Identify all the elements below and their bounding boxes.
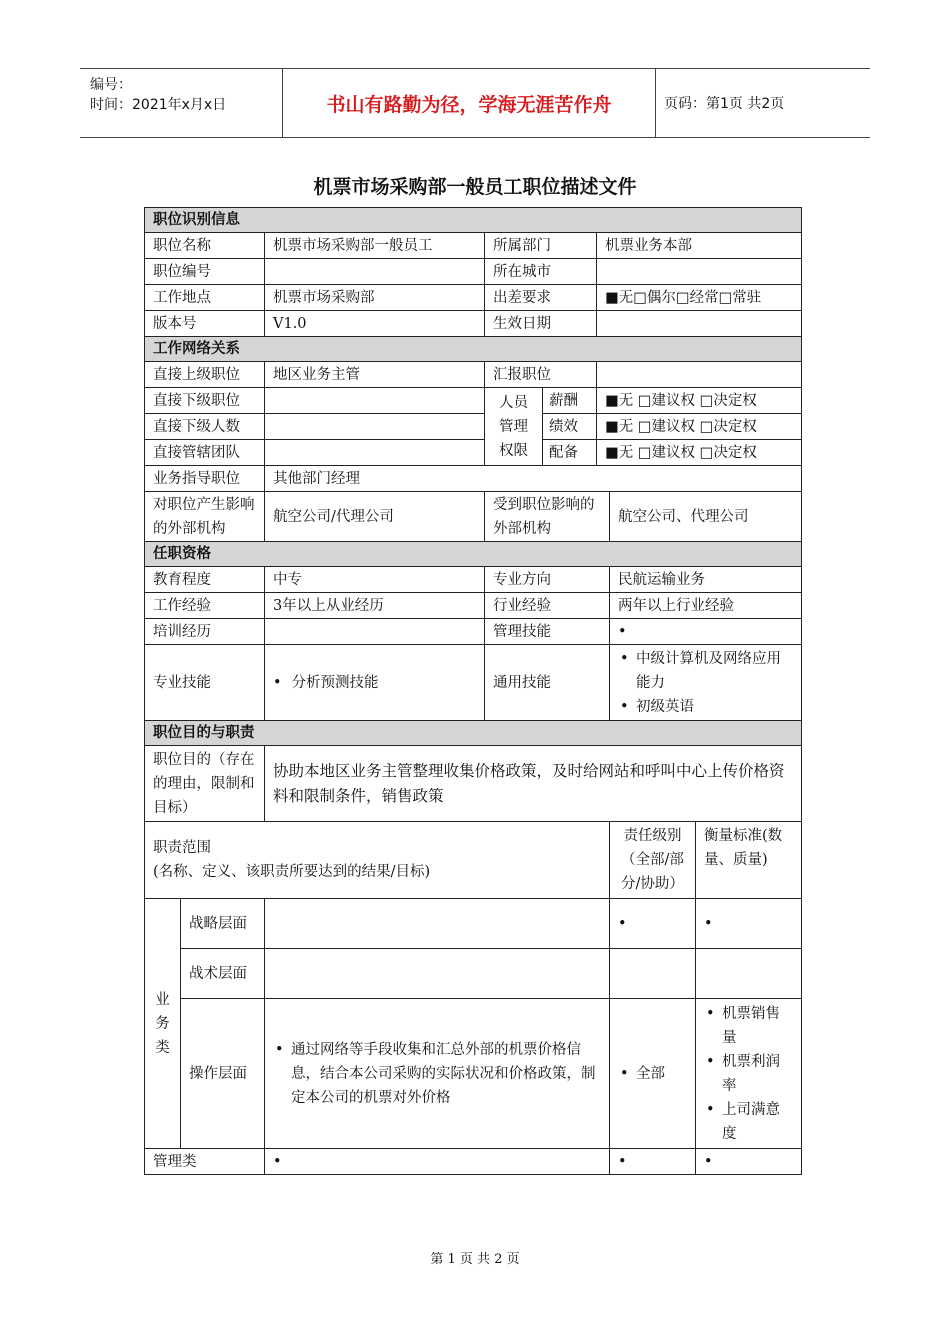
number-label: 编号： [90, 77, 132, 93]
operational-measure-list [704, 1002, 793, 1146]
scope-label-line: (名称、定义、该职责所要达到的结果/目标) [153, 864, 431, 880]
list-item: • 中级计算机及网络应用能力 [618, 647, 793, 695]
authority-name: 绩效 [543, 414, 597, 440]
version-value: V1.0 [265, 311, 485, 337]
table-row [145, 388, 802, 414]
experience-label: 工作经验 [145, 593, 265, 619]
table-row [145, 259, 802, 285]
header-motto: 书山有路勤为径，学海无涯苦作舟 [282, 69, 656, 137]
pro-skill-label: 专业技能 [145, 645, 265, 721]
table-row [145, 1149, 802, 1175]
subordinate-count-value [265, 414, 485, 440]
travel-label: 出差要求 [485, 285, 597, 311]
guide-label: 业务指导职位 [145, 466, 265, 492]
authority-value: ■无 □建议权 □决定权 [597, 388, 802, 414]
table-row [145, 567, 802, 593]
operational-label: 操作层面 [181, 999, 265, 1149]
strategic-level [610, 899, 696, 949]
influence-value: 航空公司/代理公司 [265, 492, 485, 542]
table-row [145, 233, 802, 259]
strategic-label: 战略层面 [181, 899, 265, 949]
section-row [145, 721, 802, 746]
tactical-desc [265, 949, 610, 999]
major-value: 民航运输业务 [610, 567, 802, 593]
industry-label: 行业经验 [485, 593, 610, 619]
table-row [145, 593, 802, 619]
job-name-value: 机票市场采购部一般员工 [265, 233, 485, 259]
table-row [145, 822, 802, 899]
table-row [145, 999, 802, 1149]
table-row [145, 619, 802, 645]
management-level [610, 1149, 696, 1175]
pro-skill-value: • 分析预测技能 [265, 645, 485, 721]
job-name-label: 职位名称 [145, 233, 265, 259]
tactical-level [610, 949, 696, 999]
operational-level-list [618, 1062, 687, 1086]
table-row [145, 285, 802, 311]
section-row [145, 542, 802, 567]
purpose-text: 协助本地区业务主管整理收集价格政策，及时给网站和呼叫中心上传价格资料和限制条件，销售政策 [265, 746, 802, 822]
table-row [145, 311, 802, 337]
education-value: 中专 [265, 567, 485, 593]
purpose-label: 职位目的（存在的理由，限制和目标） [145, 746, 265, 822]
section-network: 工作网络关系 [145, 337, 802, 362]
table-row [145, 899, 802, 949]
table-row [145, 466, 802, 492]
table-row [145, 414, 802, 440]
operational-level [610, 999, 696, 1149]
travel-value: ■无□偶尔□经常□常驻 [597, 285, 802, 311]
business-category-label: 业务类 [145, 899, 181, 1149]
bullet [273, 675, 292, 691]
list-item: • 机票销售量 [704, 1002, 793, 1050]
report-value [597, 362, 802, 388]
bullet [704, 916, 723, 932]
bullet [618, 1154, 637, 1170]
bullet [704, 1154, 723, 1170]
influenced-label: 受到职位影响的外部机构 [485, 492, 610, 542]
major-label: 专业方向 [485, 567, 610, 593]
job-code-value [265, 259, 485, 285]
guide-value: 其他部门经理 [265, 466, 802, 492]
table-row [145, 949, 802, 999]
authority-value: ■无 □建议权 □决定权 [597, 440, 802, 466]
influenced-value: 航空公司、代理公司 [610, 492, 802, 542]
general-skill-value [610, 645, 802, 721]
general-skill-label: 通用技能 [485, 645, 610, 721]
experience-value: 3年以上从业经历 [265, 593, 485, 619]
subordinate-value [265, 388, 485, 414]
responsibility-level-label: 责任级别（全部/部分/协助） [610, 822, 696, 899]
management-category-label: 管理类 [145, 1149, 265, 1175]
location-label: 工作地点 [145, 285, 265, 311]
influence-label: 对职位产生影响的外部机构 [145, 492, 265, 542]
page-footer: 第 1 页 共 2 页 [430, 1252, 520, 1267]
table-row [145, 492, 802, 542]
table-row [145, 362, 802, 388]
industry-value: 两年以上行业经验 [610, 593, 802, 619]
table-row [145, 746, 802, 822]
subordinate-label: 直接下级职位 [145, 388, 265, 414]
operational-measure [696, 999, 802, 1149]
authority-name: 配备 [543, 440, 597, 466]
version-label: 版本号 [145, 311, 265, 337]
scope-label [145, 822, 610, 899]
effective-value [597, 311, 802, 337]
city-label: 所在城市 [485, 259, 597, 285]
authority-label [485, 388, 543, 466]
management-desc [265, 1149, 610, 1175]
superior-label: 直接上级职位 [145, 362, 265, 388]
section-identity: 职位识别信息 [145, 208, 802, 233]
section-row [145, 208, 802, 233]
page-header [80, 68, 870, 138]
scope-label-line: 职责范围 [153, 840, 211, 856]
table-row [145, 440, 802, 466]
city-value [597, 259, 802, 285]
strategic-measure [696, 899, 802, 949]
dept-label: 所属部门 [485, 233, 597, 259]
authority-label-line: 权限 [499, 442, 528, 459]
section-row [145, 337, 802, 362]
management-measure [696, 1149, 802, 1175]
bullet [618, 916, 637, 932]
dept-value: 机票业务本部 [597, 233, 802, 259]
mgmt-skill-value [610, 619, 802, 645]
document-title: 机票市场采购部一般员工职位描述文件 [313, 176, 637, 198]
training-value [265, 619, 485, 645]
operational-desc-list [273, 1038, 601, 1110]
job-code-label: 职位编号 [145, 259, 265, 285]
tactical-measure [696, 949, 802, 999]
team-value [265, 440, 485, 466]
authority-label-line: 人员 [499, 394, 528, 411]
section-purpose: 职位目的与职责 [145, 721, 802, 746]
list-item: • 上司满意度 [704, 1098, 793, 1146]
general-skill-list [618, 647, 793, 719]
training-label: 培训经历 [145, 619, 265, 645]
table-row [145, 645, 802, 721]
list-item: • 通过网络等手段收集和汇总外部的机票价格信息，结合本公司采购的实际状况和价格政策，制定本公司的机票对外价格 [273, 1038, 601, 1110]
header-meta [90, 75, 280, 115]
authority-name: 薪酬 [543, 388, 597, 414]
team-label: 直接管辖团队 [145, 440, 265, 466]
operational-desc-cell [265, 999, 610, 1149]
mgmt-skill-label: 管理技能 [485, 619, 610, 645]
authority-label-line: 管理 [499, 418, 528, 435]
effective-label: 生效日期 [485, 311, 597, 337]
subordinate-count-label: 直接下级人数 [145, 414, 265, 440]
strategic-desc [265, 899, 610, 949]
time-label: 时间：2021年x月x日 [90, 97, 227, 113]
education-label: 教育程度 [145, 567, 265, 593]
list-item: • 初级英语 [618, 695, 793, 719]
superior-value: 地区业务主管 [265, 362, 485, 388]
list-item: • 机票利润率 [704, 1050, 793, 1098]
location-value: 机票市场采购部 [265, 285, 485, 311]
report-label: 汇报职位 [485, 362, 597, 388]
tactical-label: 战术层面 [181, 949, 265, 999]
bullet [618, 624, 637, 640]
job-description-table [144, 207, 802, 1175]
section-qualification: 任职资格 [145, 542, 802, 567]
list-item: • 全部 [618, 1062, 687, 1086]
measure-label: 衡量标准(数量、质量) [696, 822, 802, 899]
bullet [273, 1154, 292, 1170]
authority-value: ■无 □建议权 □决定权 [597, 414, 802, 440]
header-page-info: 页码：第1页 共2页 [664, 96, 785, 112]
